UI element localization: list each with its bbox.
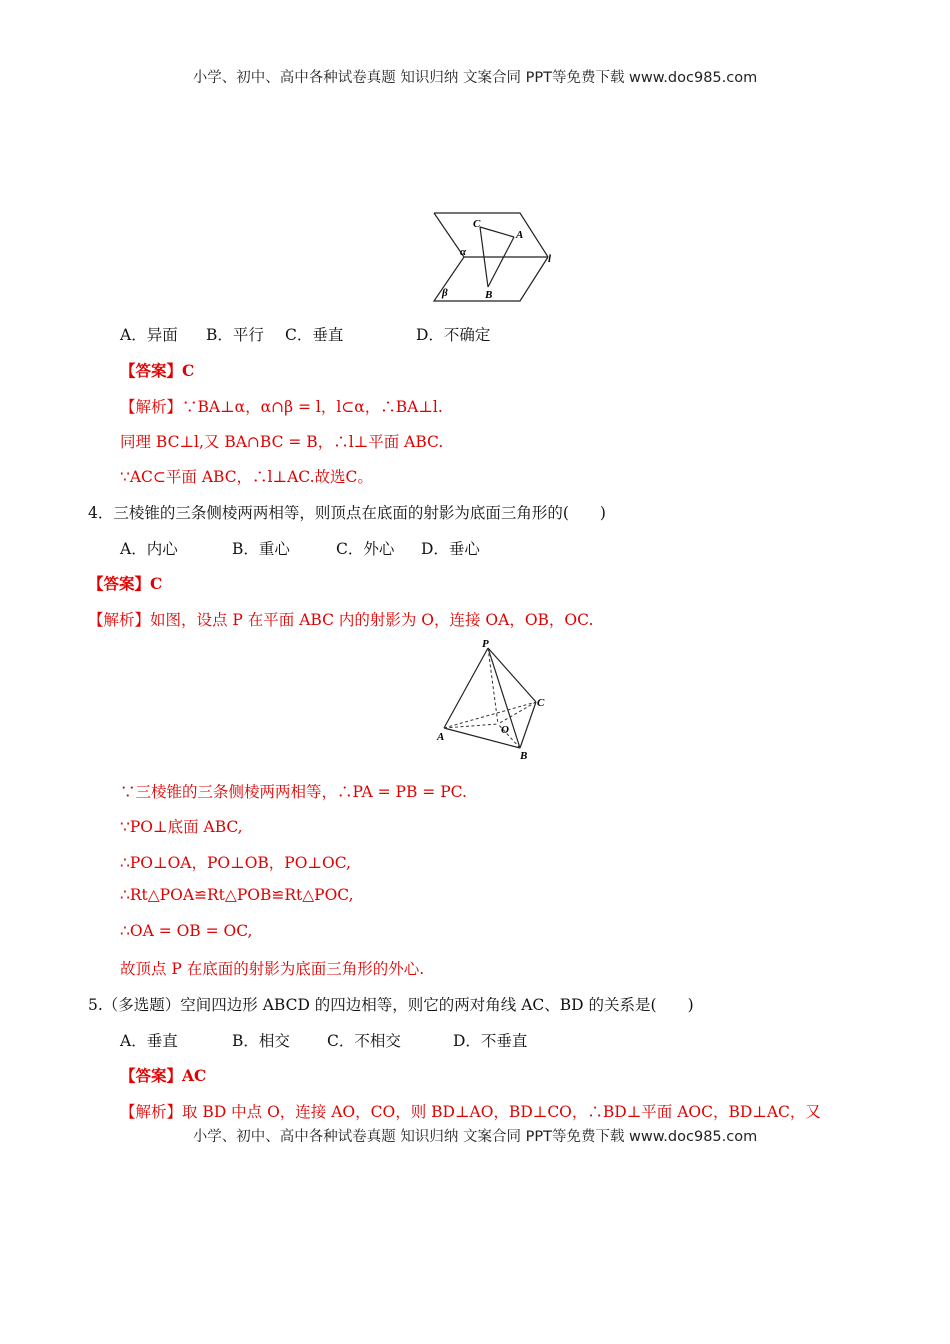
q3-analysis-1: 【解析】∵BA⊥α，α∩β = l，l⊂α，∴BA⊥l.: [120, 398, 443, 416]
q3-option-c: C．垂直: [285, 326, 344, 344]
page-header: 小学、初中、高中各种试卷真题 知识归纳 文案合同 PPT等免费下载 www.doc985.com: [192, 70, 758, 86]
q3-option-d: D．不确定: [416, 326, 491, 344]
q3-analysis-2: 同理 BC⊥l,又 BA∩BC = B，∴l⊥平面 ABC.: [120, 433, 444, 451]
q4-stem: 4．三棱锥的三条侧棱两两相等，则顶点在底面的射影为底面三角形的( ): [88, 504, 606, 522]
page-footer: 小学、初中、高中各种试卷真题 知识归纳 文案合同 PPT等免费下载 www.doc985.com: [192, 1129, 758, 1145]
fig2-label-O: O: [501, 724, 509, 736]
q5-answer: 【答案】AC: [120, 1066, 207, 1085]
planes-figure-lines: [434, 213, 548, 301]
q5-option-a: A．垂直: [120, 1032, 178, 1050]
fig1-label-alpha: α: [460, 246, 467, 258]
q4-option-c: C．外心: [336, 540, 395, 558]
fig2-label-P: P: [482, 638, 489, 650]
q4-analysis-intro: 【解析】如图，设点 P 在平面 ABC 内的射影为 O，连接 OA，OB，OC.: [88, 611, 594, 629]
fig2-label-B: B: [520, 750, 528, 762]
q3-option-a: A．异面: [120, 326, 178, 344]
q3-option-b: B．平行: [206, 326, 264, 344]
q4-answer: 【答案】C: [88, 574, 163, 593]
q4-step-1: ∵三棱锥的三条侧棱两两相等，∴PA = PB = PC.: [120, 783, 467, 801]
q4-option-a: A．内心: [120, 540, 178, 558]
q4-step-5: ∴OA = OB = OC,: [120, 922, 253, 940]
q4-step-2: ∵PO⊥底面 ABC,: [120, 818, 243, 836]
q5-option-d: D．不垂直: [453, 1032, 528, 1050]
planes-figure: [420, 205, 560, 305]
q3-answer: 【答案】C: [120, 361, 195, 380]
q5-stem: 5.（多选题）空间四边形 ABCD 的四边相等，则它的两对角线 AC、BD 的关系是( ): [88, 996, 694, 1014]
q4-step-6: 故顶点 P 在底面的射影为底面三角形的外心.: [120, 960, 425, 978]
tetrahedron-lines: [444, 648, 536, 748]
fig2-label-A: A: [437, 731, 445, 743]
q4-step-3: ∴PO⊥OA，PO⊥OB，PO⊥OC,: [120, 854, 351, 872]
q4-step-4: ∴Rt△POA≌Rt△POB≌Rt△POC,: [120, 886, 354, 904]
q3-options: [120, 323, 490, 345]
q4-option-d: D．垂心: [421, 540, 480, 558]
fig1-label-A: A: [516, 229, 524, 241]
tetrahedron-hidden-lines: [444, 648, 536, 748]
fig2-label-C: C: [537, 697, 545, 709]
q4-option-b: B．重心: [232, 540, 290, 558]
fig1-label-C: C: [473, 218, 481, 230]
q5-option-c: C．不相交: [327, 1032, 401, 1050]
q3-analysis-3: ∵AC⊂平面 ABC，∴l⊥AC.故选C。: [120, 468, 373, 486]
fig1-label-beta: β: [442, 287, 448, 299]
q4-options: [120, 537, 480, 559]
fig1-label-l: l: [548, 253, 552, 265]
q5-options: [120, 1029, 527, 1051]
q5-analysis: 【解析】取 BD 中点 O，连接 AO，CO，则 BD⊥AO，BD⊥CO，∴BD⊥平面 AOC，BD⊥AC，又: [120, 1103, 821, 1121]
fig1-label-B: B: [485, 289, 493, 301]
q5-option-b: B．相交: [232, 1032, 290, 1050]
tetrahedron-figure: [430, 636, 555, 762]
